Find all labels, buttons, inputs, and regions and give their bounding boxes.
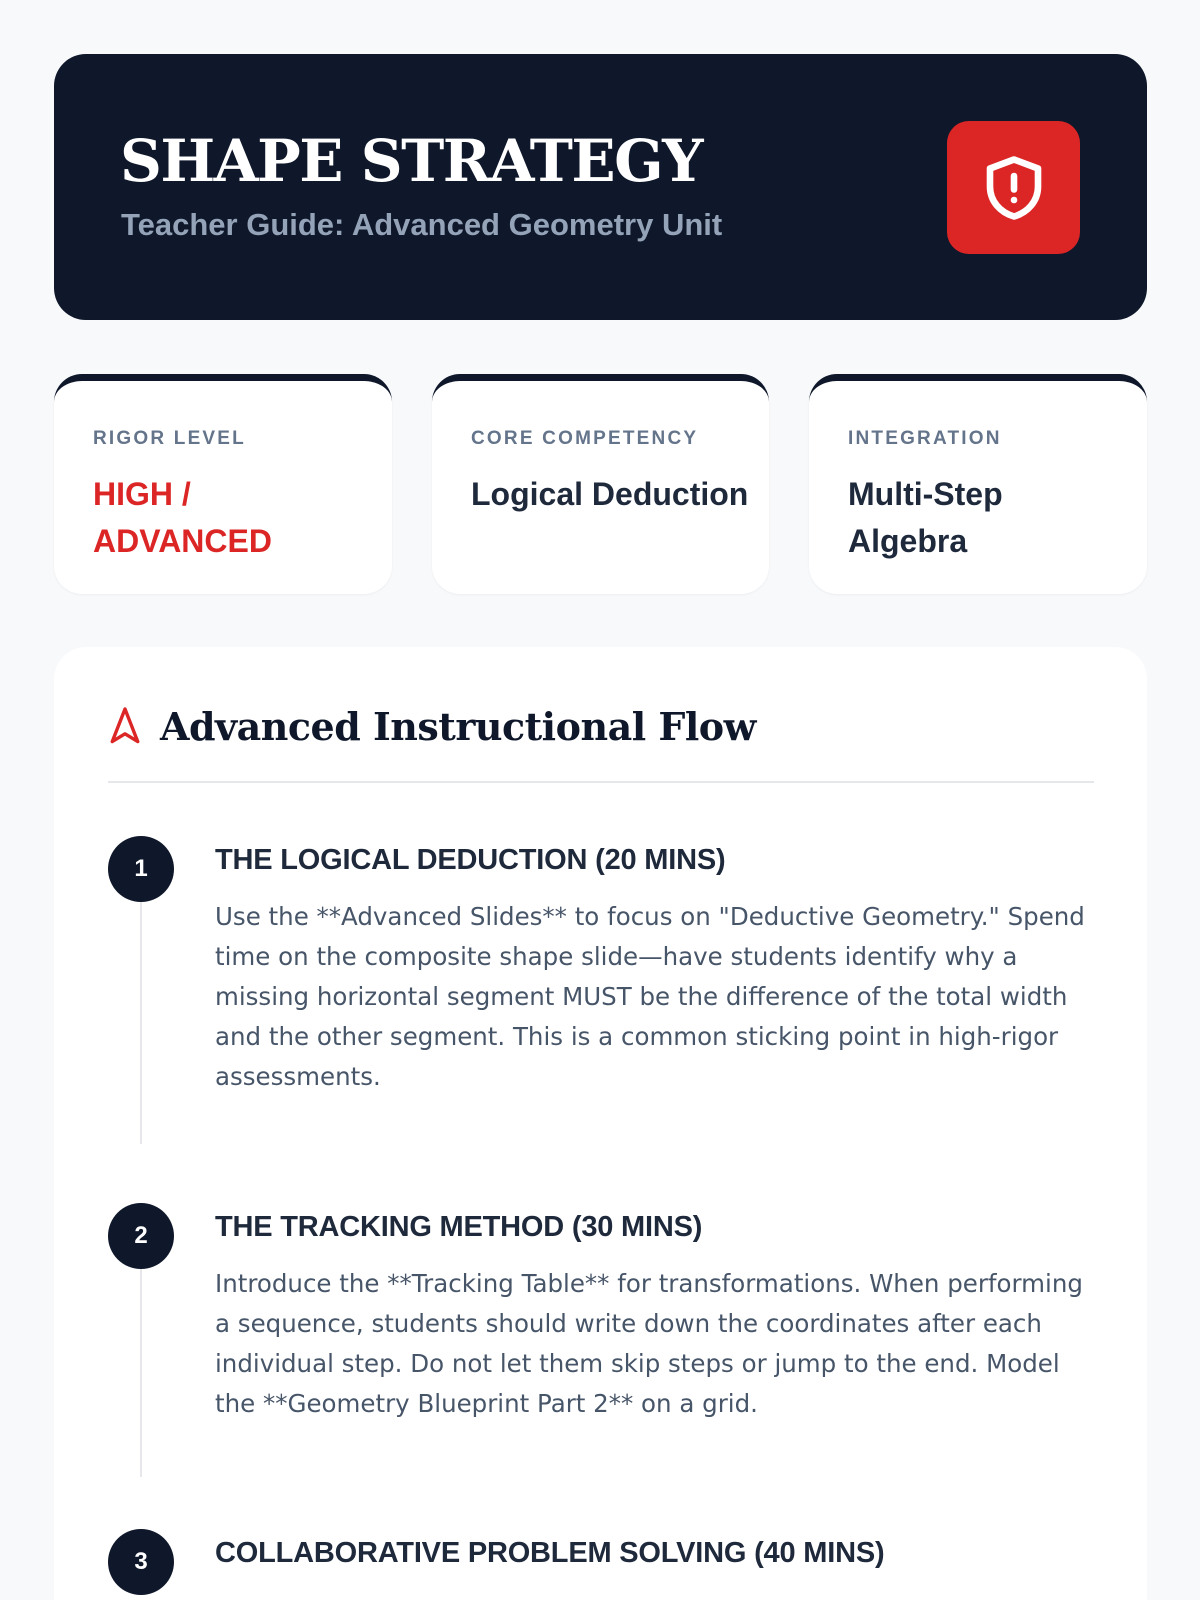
- step-number-badge: 1: [108, 836, 174, 902]
- section-heading: [108, 701, 756, 751]
- step-connector: [140, 1269, 142, 1477]
- flow-step: [108, 1529, 1094, 1599]
- alert-badge: [947, 121, 1080, 254]
- step-title: THE TRACKING METHOD (30 MINS): [215, 1211, 703, 1243]
- stat-label: RIGOR LEVEL: [93, 428, 246, 449]
- stat-card-integration: [809, 374, 1147, 594]
- stat-label: INTEGRATION: [848, 428, 1002, 449]
- instructional-flow-panel: [54, 647, 1147, 1600]
- stat-card-competency: [432, 374, 769, 594]
- header-banner: [54, 54, 1147, 320]
- page-subtitle: Teacher Guide: Advanced Geometry Unit: [121, 207, 723, 242]
- stat-card-rigor: [54, 374, 392, 594]
- step-connector: [140, 902, 142, 1144]
- navigation-arrow-icon: [108, 706, 142, 746]
- step-number-badge: 3: [108, 1529, 174, 1595]
- stat-label: CORE COMPETENCY: [471, 428, 699, 449]
- step-title: THE LOGICAL DEDUCTION (20 MINS): [215, 844, 726, 876]
- stat-value: HIGH / ADVANCED: [93, 476, 272, 559]
- step-description: Introduce the **Tracking Table** for transformations. When performing a sequence, students should write down the coordinates after each individual step. Do not let them skip steps or jump to the end. Model the **Geometry Blueprint Part 2** on a grid.: [215, 1269, 1083, 1418]
- section-title: Advanced Instructional Flow: [160, 703, 756, 749]
- step-title: COLLABORATIVE PROBLEM SOLVING (40 MINS): [215, 1537, 885, 1569]
- flow-step: [108, 1203, 1094, 1493]
- step-description: Use the **Advanced Slides** to focus on "Deductive Geometry." Spend time on the composite shape slide—have students identify why a missing horizontal segment MUST be the difference of the total width and the other segment. This is a common sticking point in high-rigor assessments.: [215, 902, 1085, 1091]
- shield-alert-icon: [978, 152, 1050, 224]
- section-divider: [108, 781, 1094, 783]
- stat-value: Logical Deduction: [471, 476, 749, 512]
- flow-step: [108, 836, 1094, 1156]
- step-number-badge: 2: [108, 1203, 174, 1269]
- stat-value: Multi-Step Algebra: [848, 476, 1003, 559]
- page-title: SHAPE STRATEGY: [120, 127, 703, 195]
